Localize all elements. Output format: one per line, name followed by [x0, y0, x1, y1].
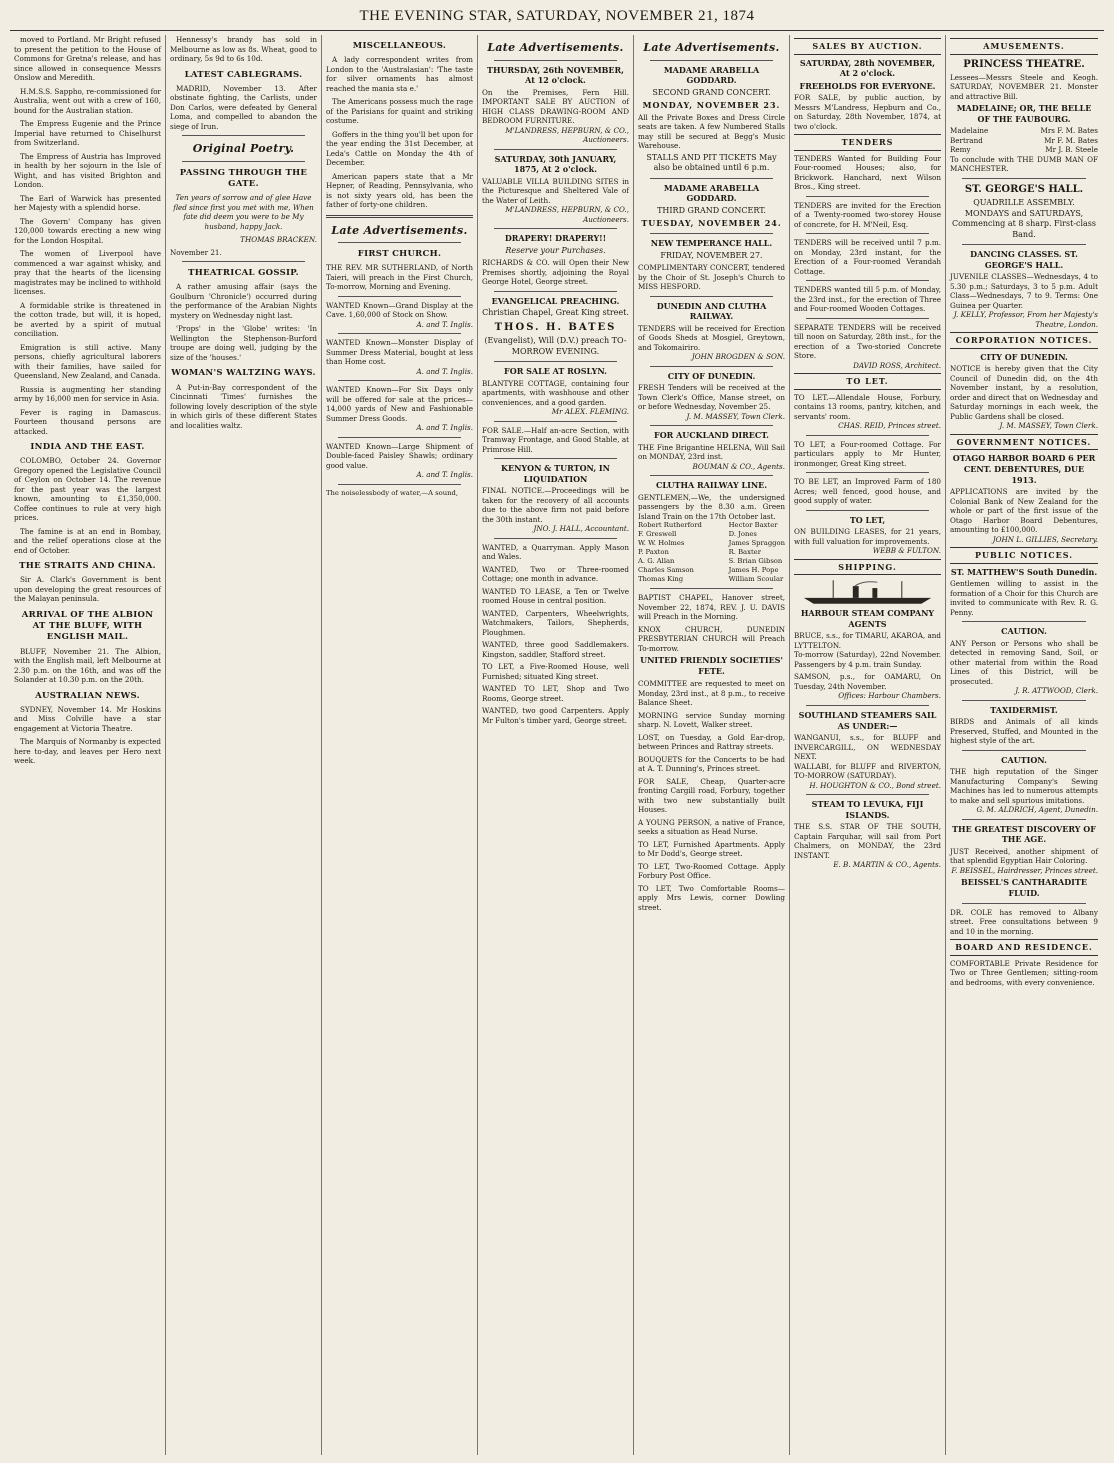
news-paragraph: The Empress of Austria has Improved in health by her sojourn in the Isle of Wight, and has visited Brighton and London. — [14, 151, 161, 189]
ad-text: On the Premises, Fern Hill. IMPORTANT SALE BY AUCTION of HIGH CLASS DRAWING-ROOM AND BEDROOM FURNITURE. — [482, 87, 629, 126]
ad-heading: CAUTION. — [1001, 754, 1047, 765]
classified-ad: TO LET, Furnished Apartments. Apply to Mr Dodd's, George street. — [638, 839, 785, 859]
column-6 — [790, 35, 946, 1455]
signatory-name: Robert Rutherford — [638, 521, 702, 530]
ad-signature: A. and T. Inglis. — [416, 319, 473, 329]
ad-text: FOR SALE, by public auction, by Messrs M'Landress, Hepburn and Co., on Saturday, 28th November, 1874, at two o'clock. — [794, 93, 941, 131]
tender-ad: TENDERS will be received until 7 p.m. on Monday, 23rd instant, for the Erection of a Four-roomed Verandah Cottage. — [794, 238, 941, 276]
section-heading: AUSTRALIAN NEWS. — [35, 690, 140, 701]
classified-ad: TO LET, Two-Roomed Cottage. Apply Forbury Post Office. — [638, 861, 785, 881]
ad-heading: DUNEDIN AND CLUTHA RAILWAY. — [656, 300, 767, 322]
bottom-line: The noiselessbody of water,—A sound, — [326, 488, 458, 497]
section-heading: WOMAN'S WALTZING WAYS. — [171, 368, 316, 379]
ad-heading: NEW TEMPERANCE HALL. — [650, 237, 773, 248]
section-banner: TENDERS — [794, 134, 941, 151]
news-paragraph: The Earl of Warwick has presented her Majesty with a splendid horse. — [14, 193, 161, 212]
ad-heading: THE GREATEST DISCOVERY OF THE AGE. — [952, 823, 1096, 845]
section-banner: PUBLIC NOTICES. — [950, 547, 1098, 564]
poem-text: Ten years of sorrow and of glee Have fled since first you met with me, When fate did deem you were to be My husband, happy Jack. — [173, 193, 314, 231]
section-heading: Original Poetry. — [192, 142, 295, 156]
ad-text: WANTED Known—For Six Days only will be offered for sale at the prices—14,000 yards of New and Fashionable Summer Dress Goods. — [326, 385, 473, 423]
ad-text: WANTED Known—Monster Display of Summer Dress Material, bought at less than Home cost. — [326, 338, 473, 367]
section-banner: BOARD AND RESIDENCE. — [950, 939, 1098, 956]
ad-text: ANY Person or Persons who shall be detected in removing Sand, Soil, or other material from within the Road Lines of this District, will be prosecuted. — [950, 638, 1098, 686]
signatory-name: D. Jones — [728, 530, 757, 539]
shipping-ad: WALLABI, for BLUFF and RIVERTON, TO-MORROW (SATURDAY). — [794, 761, 941, 781]
classified-ad: FOR SALE, Cheap, Quarter-acre fronting Cargill road, Forbury, together with two new substantially built Houses. — [638, 776, 785, 815]
column-7 — [946, 35, 1102, 1455]
ad-text: (Evangelist), Will (D.V.) preach TO-MORROW EVENING. — [484, 336, 627, 356]
ad-heading: EVANGELICAL PREACHING. — [491, 295, 620, 306]
ad-text: QUADRILLE ASSEMBLY. MONDAYS and SATURDAYS, Commencing at 8 sharp. First-class Band. — [951, 198, 1097, 239]
section-heading: Late Advertisements. — [331, 223, 468, 237]
ad-text: COMPLIMENTARY CONCERT, tendered by the Choir of St. Joseph's Church to MISS HESFORD. — [638, 263, 785, 292]
cast-row — [950, 126, 1098, 136]
classified-ad: WANTED, Two or Three-roomed Cottage; one month in advance. — [482, 564, 629, 584]
shipping-ad: WANGANUI, s.s., for BLUFF and INVERCARGILL, ON WEDNESDAY NEXT. — [794, 733, 941, 762]
ad-signature: A. and T. Inglis. — [416, 366, 473, 376]
ad-heading: DRAPERY! DRAPERY!! — [504, 233, 607, 244]
signatory-name: Charles Samson — [638, 566, 694, 575]
ad-signature: M'LANDRESS, HEPBURN, & CO., Auctioneers. — [505, 205, 629, 224]
classified-ad: A YOUNG PERSON, a native of France, seeks a situation as Head Nurse. — [638, 817, 785, 837]
column-3 — [322, 35, 478, 1455]
ad-signature: JOHN L. GILLIES, Secretary. — [992, 534, 1098, 544]
column-4 — [478, 35, 634, 1455]
ad-text: RICHARDS & CO. will Open their New Premises shortly, adjoining the Royal George Hotel, George street. — [482, 258, 629, 287]
ad-subheading: SECOND GRAND CONCERT. — [652, 87, 771, 97]
ad-text: FINAL NOTICE.—Proceedings will be taken for the recovery of all accounts due to the above firm not paid before the 30th instant. — [482, 486, 629, 524]
classified-ad: KNOX CHURCH, DUNEDIN PRESBYTERIAN CHURCH will Preach To-morrow. — [638, 624, 785, 653]
ad-text: FOR SALE.—Half an-acre Section, with Tramway Frontage, and Good Stable, at Primrose Hill. — [482, 425, 629, 454]
ad-heading: FOR AUCKLAND DIRECT. — [654, 430, 769, 441]
ad-text: Lessees—Messrs Steele and Keogh. SATURDAY, NOVEMBER 21. Monster and attractive Bill. — [950, 72, 1098, 101]
section-heading: LATEST CABLEGRAMS. — [184, 69, 303, 80]
cast-role: Bertrand — [950, 135, 983, 145]
ad-signature: JOHN BROGDEN & SON. — [691, 352, 785, 362]
ad-heading: OTAGO HARBOR BOARD 6 PER CENT. DEBENTURES, DUE 1913. — [952, 453, 1096, 485]
ad-heading: SATURDAY, 30th JANUARY, 1875, At 2 o'clock. — [494, 153, 617, 175]
ad-text: DR. COLE has removed to Albany street. Free consultations between 9 and 10 in the morning. — [950, 907, 1098, 936]
ad-text: VALUABLE VILLA BUILDING SITES in the Picturesque and Sheltered Vale of the Water of Leith. — [482, 176, 629, 205]
ad-signature: DAVID ROSS, Architect. — [853, 360, 941, 370]
ad-heading: SOUTHLAND STEAMERS SAIL AS UNDER:— — [798, 709, 937, 731]
news-paragraph: COLOMBO, October 24. Governor Gregory opened the Legislative Council of Ceylon on October 14. The revenue for the past year was the largest known, amounting to £1,350,000. Coffee continues to rule at very high prices. — [14, 456, 161, 523]
ad-signature: J. M. MASSEY, Town Clerk. — [999, 421, 1098, 431]
classified-ad: WANTED, Carpenters, Wheelwrights, Watchmakers, Tailors, Shepherds, Ploughmen. — [482, 608, 629, 637]
shipping-ad: BRUCE, s.s., for TIMARU, AKAROA, and LYTTELTON. — [794, 631, 941, 650]
ad-heading: CITY OF DUNEDIN. — [980, 351, 1068, 362]
ad-text: JUVENILE CLASSES—Wednesdays, 4 to 5.30 p.m.; Saturdays, 3 to 5 p.m. Adult Class—Wednesdays, 7 to 9. Terms: One Guinea per Quarter. — [950, 272, 1098, 310]
news-paragraph: American papers state that a Mr Hepner, of Reading, Pennsylvania, who is not sixty years old, has been the father of forty-one children. — [326, 171, 473, 210]
news-paragraph: BLUFF, November 21. The Albion, with the English mail, left Melbourne at 2.30 p.m. on the 16th, and was off the Solander at 10.30 p.m. on the 20th. — [14, 646, 161, 685]
signatory-name: P. Paxton — [638, 548, 669, 557]
tolet-ad: TO BE LET, an Improved Farm of 180 Acres; well fenced, good house, and good supply of water. — [794, 477, 941, 506]
signatory-name: W. W. Holmes — [638, 539, 685, 548]
section-heading: THE STRAITS AND CHINA. — [19, 561, 156, 572]
news-paragraph: Goffers in the thing you'll bet upon for the year ending the 31st December, at Leda's Cattle on Monday the 4th of December. — [326, 129, 473, 168]
ad-heading: UNITED FRIENDLY SOCIETIES' FETE. — [640, 655, 783, 676]
section-heading: MISCELLANEOUS. — [352, 41, 447, 51]
ad-text: BLANTYRE COTTAGE, containing four apartments, with washhouse and other conveniences, and a good garden. — [482, 378, 629, 407]
news-paragraph: The Marquis of Normanby is expected here to-day, and leaves per Hero next week. — [14, 737, 161, 766]
ad-heading: SATURDAY, 28th NOVEMBER, At 2 o'clock. — [799, 57, 936, 79]
news-paragraph: 'Props' in the 'Globe' writes: 'In Wellington the Stephenson-Burford troupe are doing well, judging by the size of the 'houses.' — [170, 324, 317, 362]
tender-ad: TENDERS are invited for the Erection of a Twenty-roomed two-storey House of concrete, for H. M'Neil, Esq. — [794, 200, 941, 229]
section-banner: CORPORATION NOTICES. — [950, 332, 1098, 349]
ad-signature: J. R. ATTWOOD, Clerk. — [1015, 686, 1098, 696]
signatory-name: Hector Baxter — [728, 521, 778, 530]
section-banner: SHIPPING. — [794, 559, 941, 576]
section-banner: GOVERNMENT NOTICES. — [950, 434, 1098, 451]
signatories — [638, 521, 785, 584]
ad-text: To conclude with THE DUMB MAN OF MANCHESTER. — [950, 154, 1098, 174]
classified-ad: TO LET, Two Comfortable Rooms—apply Mrs Lewis, corner Dowling street. — [638, 883, 785, 912]
ad-text: THE high reputation of the Singer Manufacturing Company's Sewing Machines has led to numerous attempts to make and sell spurious imitations. — [950, 767, 1098, 805]
section-heading: ARRIVAL OF THE ALBION AT THE BLUFF, WITH ENGLISH MAIL. — [21, 609, 154, 643]
ad-signature: J. M. MASSEY, Town Clerk. — [686, 411, 785, 421]
tolet-ad: TO LET.—Allendale House, Forbury, contains 13 rooms, pantry, kitchen, and servants' room. — [794, 392, 941, 421]
ad-signature: WEBB & FULTON. — [872, 546, 941, 556]
poem-date: November 21. — [170, 247, 222, 257]
cast-role: Madelaine — [950, 126, 989, 136]
ad-text: All the Private Boxes and Dress Circle seats are taken. A few Numbered Stalls may still be secured at Begg's Music Warehouse. — [638, 112, 785, 151]
news-paragraph: Fever is raging in Damascus. Fourteen thousand persons are attacked. — [14, 407, 161, 436]
classified-ad: COMMITTEE are requested to meet on Monday, 23rd inst., at 8 p.m., to receive Balance Sheet. — [638, 679, 785, 708]
news-paragraph: A Put-in-Bay correspondent of the Cincinnati 'Times' furnishes the following lovely description of the style in which girls of these different States and localities waltz. — [170, 382, 317, 430]
ad-signature: JNO. J. HALL, Accountant. — [533, 524, 629, 534]
news-paragraph: A lady correspondent writes from London to the 'Australasian': 'The taste for silver ornaments has almost reached the mania sta e.' — [326, 55, 473, 93]
ad-heading: TAXIDERMIST. — [990, 704, 1058, 715]
ad-heading: KENYON & TURTON, IN LIQUIDATION — [501, 463, 610, 484]
ad-subheading: Reserve your Purchases. — [505, 245, 606, 255]
classified-ad: LOST, on Tuesday, a Gold Ear-drop, between Princes and Rattray streets. — [638, 732, 785, 752]
section-heading: THEATRICAL GOSSIP. — [188, 268, 299, 279]
news-paragraph: The famine is at an end in Bombay, and the relief operations close at the end of October. — [14, 526, 161, 555]
ad-text: TENDERS will be received for Erection of Goods Sheds at Mosgiel, Greytown, and Tokomairiro. — [638, 323, 785, 352]
ad-signature: A. and T. Inglis. — [416, 423, 473, 433]
section-heading: INDIA AND THE EAST. — [30, 442, 145, 452]
ad-date: MONDAY, NOVEMBER 23. — [642, 100, 781, 111]
ad-heading: THURSDAY, 26th NOVEMBER, At 12 o'clock. — [487, 64, 624, 86]
shipping-ad: To-morrow (Saturday), 22nd November. Passengers by 4 p.m. train Sunday. — [794, 650, 941, 669]
ad-signature: Mr ALEX. FLEMING. — [551, 407, 629, 417]
news-paragraph: A rather amusing affair (says the Goulburn 'Chronicle') occurred during the performance of the Arabian Nights mystery on Wednesday night last. — [170, 282, 317, 320]
ad-signature: Offices: Harbour Chambers. — [838, 691, 941, 701]
section-banner: SALES BY AUCTION. — [794, 38, 941, 55]
ad-heading: PRINCESS THEATRE. — [963, 58, 1085, 70]
ad-signature: BOUMAN & CO., Agents. — [692, 461, 785, 471]
news-paragraph: moved to Portland. Mr Bright refused to present the petition to the House of Commons for Gretna's release, and has since allowed in consequence Messrs Onslow and Meredith. — [14, 35, 161, 82]
ad-text: THE REV. MR SUTHERLAND, of North Taieri, will preach in the First Church, To-morrow, Morning and Evening. — [326, 263, 473, 292]
classified-ad: MORNING service Sunday morning sharp. N. Lovett, Walker street. — [638, 710, 785, 730]
ad-date: FRIDAY, NOVEMBER 27. — [660, 250, 763, 260]
ad-text: THE Fine Brigantine HELENA, Will Sail on MONDAY, 23rd inst. — [638, 442, 785, 462]
preacher-name: THOS. H. BATES — [494, 321, 617, 333]
news-paragraph: Sir A. Clark's Government is bent upon developing the great resources of the Malayan peninsula. — [14, 575, 161, 604]
ad-signature: CHAS. REID, Princes street. — [838, 421, 941, 431]
cast-actor: Mrs F. M. Bates — [1040, 126, 1098, 136]
classified-ad: BAPTIST CHAPEL, Hanover street, November 22, 1874, REV. J. U. DAVIS will Preach in the Morning. — [638, 593, 785, 622]
ad-text: COMFORTABLE Private Residence for Two or Three Gentlemen; sitting-room and bedrooms, with every convenience. — [950, 958, 1098, 987]
cast-row — [950, 145, 1098, 155]
ad-text: GENTLEMEN,—We, the undersigned passengers by the 8.30 a.m. Green Island Train on the 17th October last. — [638, 492, 785, 521]
ad-heading: HARBOUR STEAM COMPANY AGENTS — [800, 608, 935, 629]
news-paragraph: Russia is augmenting her standing army by 16,000 men for service in Asia. — [14, 384, 161, 403]
masthead: THE EVENING STAR, SATURDAY, NOVEMBER 21, 1874 — [10, 8, 1104, 31]
ad-heading: CITY OF DUNEDIN. — [667, 370, 756, 381]
column-1 — [10, 35, 166, 1455]
classified-ad: BOUQUETS for the Concerts to be had at A. T. Dunning's, Princes street. — [638, 754, 785, 774]
ad-heading: STEAM TO LEVUKA, FIJI ISLANDS. — [811, 799, 924, 820]
news-paragraph: H.M.S.S. Sappho, re-commissioned for Australia, went out with a crew of 160, bound for the Australian station. — [14, 86, 161, 115]
ad-subheading: Christian Chapel, Great King street. — [482, 308, 629, 318]
classified-ad: WANTED TO LET, Shop and Two Rooms, George street. — [482, 684, 629, 703]
tender-ad: TENDERS Wanted for Building Four Four-roomed Houses; also, for Brickwork. Hanchard, next Wilson Bros., King street. — [794, 153, 941, 192]
ad-heading: ST. MATTHEW'S South Dunedin. — [950, 566, 1098, 577]
ad-heading: FIRST CHURCH. — [357, 249, 442, 260]
news-paragraph: A formidable strike is threatened in the cotton trade, but will, it is hoped, be averted by a spirit of mutual conciliation. — [14, 300, 161, 338]
ad-text: APPLICATIONS are invited by the Colonial Bank of New Zealand for the whole or part of the first issue of the Otago Harbor Board Debentures, amounting to £100,000. — [950, 487, 1098, 535]
names-left — [638, 521, 702, 584]
ad-signature: F. BEISSEL, Hairdresser, Princes street. — [951, 865, 1098, 875]
steamship-illustration — [794, 578, 941, 606]
ad-signature: G. M. ALDRICH, Agent, Dunedin. — [976, 805, 1098, 815]
ad-text: NOTICE is hereby given that the City Council of Dunedin did, on the 4th November instant, by a resolution, order and direct that on Wednesday and Saturday mornings in each week, the Public Gardens shall be closed. — [950, 364, 1098, 421]
ad-text: WANTED Known—Large Shipment of Double-faced Paisley Shawls; ordinary good value. — [326, 441, 473, 470]
news-paragraph: SYDNEY, November 14. Mr Hoskins and Miss Colville have a star engagement at Victoria Theatre. — [14, 704, 161, 733]
section-heading: Late Advertisements. — [643, 41, 780, 54]
ad-text: BIRDS and Animals of all kinds Preserved, Stuffed, and Mounted in the highest style of the art. — [950, 717, 1098, 746]
ad-heading: CAUTION. — [1001, 626, 1047, 637]
poem-author: THOMAS BRACKEN. — [240, 235, 317, 245]
classified-ad: TO LET, a Five-Roomed House, well Furnished; situated King street. — [482, 662, 629, 681]
signatory-name: James H. Pope — [728, 566, 779, 575]
ad-text: WANTED Known—Grand Display at the Cave. 1,60,000 of Stock on Show. — [326, 300, 473, 320]
signatory-name: William Scoular — [728, 575, 784, 584]
news-paragraph: Emigration is still active. Many persons, chiefly agricultural laborers with their families, have sailed for Queensland, New Zealand, and Canada. — [14, 342, 161, 380]
cast-actor: Mr J. B. Steele — [1045, 145, 1098, 155]
news-paragraph: The Empress Eugenie and the Prince Imperial have returned to Chiselhurst from Switzerland. — [14, 119, 161, 147]
news-paragraph: The women of Liverpool have commenced a war against whisky, and pray that the hearts of the licensing magistrates may be inclined to withhold licenses. — [14, 249, 161, 296]
ad-heading: BEISSEL'S CANTHARADITE FLUID. — [961, 877, 1087, 898]
tender-ad: SEPARATE TENDERS will be received till noon on Saturday, 28th inst., for the erection of a Two-storied Concrete Store. — [794, 322, 941, 361]
classified-ad: WANTED, two good Carpenters. Apply Mr Fulton's timber yard, George street. — [482, 706, 629, 725]
ad-signature: A. and T. Inglis. — [416, 470, 473, 480]
signatory-name: A. G. Allan — [638, 557, 675, 566]
shipping-ad: THE S.S. STAR OF THE SOUTH, Captain Farquhar, will sail from Port Chalmers, on MONDAY, the 23rd INSTANT. — [794, 822, 941, 860]
ad-signature: H. HOUGHTON & CO., Bond street. — [809, 780, 941, 790]
classified-ad: WANTED, a Quarryman. Apply Mason and Wales. — [482, 542, 629, 562]
ad-signature: E. B. MARTIN & CO., Agents. — [833, 860, 941, 870]
ad-text: JUST Received, another shipment of that splendid Egyptian Hair Coloring. — [950, 846, 1098, 866]
ad-heading: FOR SALE AT ROSLYN. — [504, 366, 607, 377]
ad-date: TUESDAY, NOVEMBER 24. — [641, 218, 782, 229]
names-right — [729, 521, 785, 584]
tolet-ad: TO LET, a Four-roomed Cottage. For particulars apply to Mr Hunter, ironmonger, Great King street. — [794, 439, 941, 468]
classified-ad: WANTED TO LEASE, a Ten or Twelve roomed House in central position. — [482, 586, 629, 606]
section-banner: TO LET. — [794, 373, 941, 390]
tender-ad: TENDERS wanted till 5 p.m. of Monday, the 23rd inst., for the erection of Three and Four-roomed Wooden Cottages. — [794, 285, 941, 314]
news-paragraph: The Govern' Company has given 120,000 towards erecting a new wing for the London Hospital. — [14, 216, 161, 245]
signatory-name: F. Greswell — [638, 530, 677, 539]
ad-text: STALLS AND PIT TICKETS May also be obtained until 6 p.m. — [646, 152, 777, 173]
poem-title: PASSING THROUGH THE GATE. — [179, 167, 308, 189]
news-paragraph: Hennessy's brandy has sold in Melbourne as low as 8s. Wheat, good to ordinary, 5s 9d to 6s 10d. — [170, 35, 317, 63]
shipping-ad: SAMSON, p.s., for OAMARU, On Tuesday, 24th November. — [794, 672, 941, 691]
signatory-name: S. Brian Gibson — [728, 557, 783, 566]
signatory-name: Thomas King — [638, 575, 684, 584]
ad-text: FRESH Tenders will be received at the Town Clerk's Office, Manse street, on or before Wednesday, November 25. — [638, 383, 785, 412]
ad-signature: J. KELLY, Professor, From her Majesty's Theatre, London. — [953, 310, 1098, 329]
section-heading: Late Advertisements. — [487, 41, 624, 54]
ad-heading: TO LET, — [849, 514, 886, 525]
news-paragraph: MADRID, November 13. After obstinate fighting, the Carlists, under Don Carlos, were defeated by General Loma, and compelled to abandon the siege of Irun. — [170, 83, 317, 131]
section-banner: AMUSEMENTS. — [950, 38, 1098, 55]
tolet-ad: ON BUILDING LEASES, for 21 years, with full valuation for improvements. — [794, 527, 941, 546]
ad-subheading: THIRD GRAND CONCERT. — [657, 205, 766, 215]
ad-heading: CLUTHA RAILWAY LINE. — [655, 480, 768, 491]
columns — [10, 35, 1104, 1455]
ad-signature: M'LANDRESS, HEPBURN, & CO., Auctioneers. — [505, 125, 629, 145]
signatory-name: R. Baxter — [728, 548, 761, 557]
signatory-name: James Spraggon — [728, 539, 785, 548]
ad-heading: MADAME ARABELLA GODDARD. — [663, 182, 760, 204]
ad-subheading: FREEHOLDS FOR EVERYONE. — [799, 80, 936, 91]
ad-heading: DANCING CLASSES. ST. GEORGE'S HALL. — [970, 249, 1078, 270]
ad-text: Gentlemen willing to assist in the formation of a Choir for this Church are invited to communicate with Rev. R. G. Penny. — [950, 579, 1098, 617]
column-2 — [166, 35, 322, 1455]
classified-ad: WANTED, three good Saddlemakers. Kingston, saddler, Stafford street. — [482, 640, 629, 659]
ad-heading: MADAME ARABELLA GODDARD. — [663, 64, 760, 86]
show-title: MADELAINE; OR, THE BELLE OF THE FAUBOURG. — [956, 103, 1092, 124]
ad-heading: ST. GEORGE'S HALL. — [964, 183, 1084, 195]
cast-actor: Mr F. M. Bates — [1044, 135, 1098, 145]
column-5 — [634, 35, 790, 1455]
news-paragraph: The Americans possess much the rage of the Parisians for quaint and striking costume. — [326, 97, 473, 126]
cast-role: Remy — [950, 145, 971, 155]
cast-row — [950, 136, 1098, 146]
